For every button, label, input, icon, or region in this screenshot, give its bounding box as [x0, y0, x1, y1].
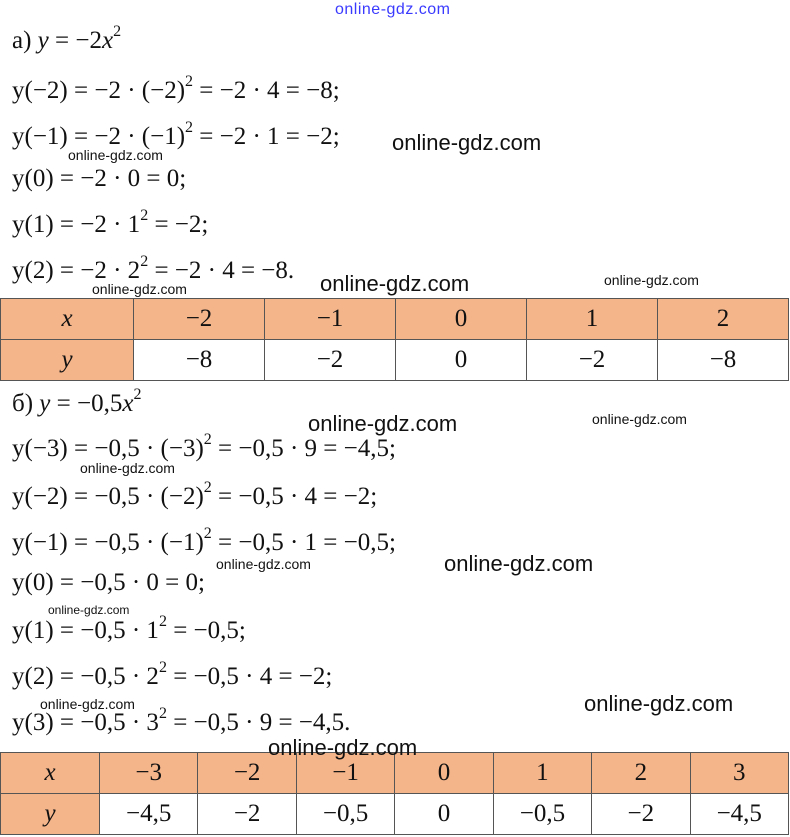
- watermark: online-gdz.com: [268, 735, 418, 760]
- table-cell: −1: [265, 299, 396, 340]
- table-cell: 3: [690, 753, 788, 794]
- table-cell: 2: [658, 299, 789, 340]
- table-cell: −4,5: [100, 794, 198, 835]
- watermark: online-gdz.com: [68, 147, 163, 163]
- part-a-line-4: $y(1) = -2 \cdot 1^2 = -2$;: [12, 207, 209, 238]
- table-cell: −2: [265, 340, 396, 381]
- watermark: online-gdz.com: [308, 411, 458, 436]
- table-cell: −2: [198, 794, 296, 835]
- part-b-line-1: $y(-3) = -0,5 \cdot (-3)^2 = -0,5 \cdot 9 = -4,5$;: [12, 431, 396, 462]
- watermark: online-gdz.com: [592, 411, 687, 427]
- table-cell: −3: [100, 753, 198, 794]
- part-b-table-y-row: [1, 794, 789, 835]
- part-b-label: б): [12, 390, 34, 417]
- watermark: online-gdz.com: [584, 691, 734, 716]
- table-cell: −2: [198, 753, 296, 794]
- part-a-label: а): [12, 27, 32, 54]
- part-a-line-2: $y(-1) = -2 \cdot (-1)^2 = -2 \cdot 1 = -2$;: [12, 119, 340, 150]
- watermark: online-gdz.com: [604, 272, 699, 288]
- watermark: online-gdz.com: [92, 281, 187, 297]
- table-cell: 0: [395, 753, 493, 794]
- watermark: online-gdz.com: [40, 696, 135, 712]
- table-cell: 1: [527, 299, 658, 340]
- watermark: online-gdz.com: [320, 271, 470, 296]
- part-a-line-1: $y(-2) = -2 \cdot (-2)^2 = -2 \cdot 4 = -8$;: [12, 73, 340, 104]
- watermark: online-gdz.com: [48, 603, 130, 617]
- table-cell: −2: [592, 794, 690, 835]
- part-b-line-5: $y(1) = -0,5 \cdot 1^2 = -0,5$;: [12, 613, 246, 644]
- part-b-line-4: y(0) = −0,5 · 0 = 0;: [12, 569, 205, 596]
- part-a-heading: [12, 23, 122, 56]
- table-cell: −2: [134, 299, 265, 340]
- watermark-top: online-gdz.com: [335, 1, 451, 18]
- table-x-label: x: [1, 299, 134, 340]
- table-cell: −0,5: [296, 794, 394, 835]
- table-cell: 2: [592, 753, 690, 794]
- part-a-line-5: $y(2) = -2 \cdot 2^2 = -2 \cdot 4 = -8$.: [12, 253, 295, 284]
- table-y-label: y: [1, 794, 100, 835]
- table-cell: −4,5: [690, 794, 788, 835]
- part-a-table: [0, 298, 789, 381]
- table-cell: −2: [527, 340, 658, 381]
- part-b-line-2: $y(-2) = -0,5 \cdot (-2)^2 = -0,5 \cdot 4 = -2$;: [12, 479, 378, 510]
- table-y-label: y: [1, 340, 134, 381]
- table-cell: −0,5: [493, 794, 591, 835]
- watermark: online-gdz.com: [392, 130, 542, 155]
- part-b-line-7: $y(3) = -0,5 \cdot 3^2 = -0,5 \cdot 9 = -4,5$.: [12, 705, 351, 736]
- table-x-label: x: [1, 753, 100, 794]
- table-cell: 0: [396, 340, 527, 381]
- part-a-line-3: y(0) = −2 · 0 = 0;: [12, 165, 187, 192]
- part-b-line-3: $y(-1) = -0,5 \cdot (-1)^2 = -0,5 \cdot 1 = -0,5$;: [12, 525, 396, 556]
- table-cell: 0: [396, 299, 527, 340]
- table-cell: 1: [493, 753, 591, 794]
- table-cell: −8: [134, 340, 265, 381]
- table-cell: −8: [658, 340, 789, 381]
- watermark: online-gdz.com: [444, 551, 594, 576]
- part-a-table-y-row: [1, 340, 789, 381]
- table-cell: 0: [395, 794, 493, 835]
- part-a-formula: $y = -2x^2$: [37, 23, 122, 54]
- part-b-heading: [12, 386, 142, 419]
- part-b-line-6: $y(2) = -0,5 \cdot 2^2 = -0,5 \cdot 4 = -2$;: [12, 659, 333, 690]
- watermark: online-gdz.com: [80, 460, 175, 476]
- part-b-table: [0, 752, 789, 835]
- watermark: online-gdz.com: [216, 556, 311, 572]
- table-cell: −1: [296, 753, 394, 794]
- part-b-formula: $y = -0,5x^2$: [39, 386, 142, 417]
- part-a-table-x-row: [1, 299, 789, 340]
